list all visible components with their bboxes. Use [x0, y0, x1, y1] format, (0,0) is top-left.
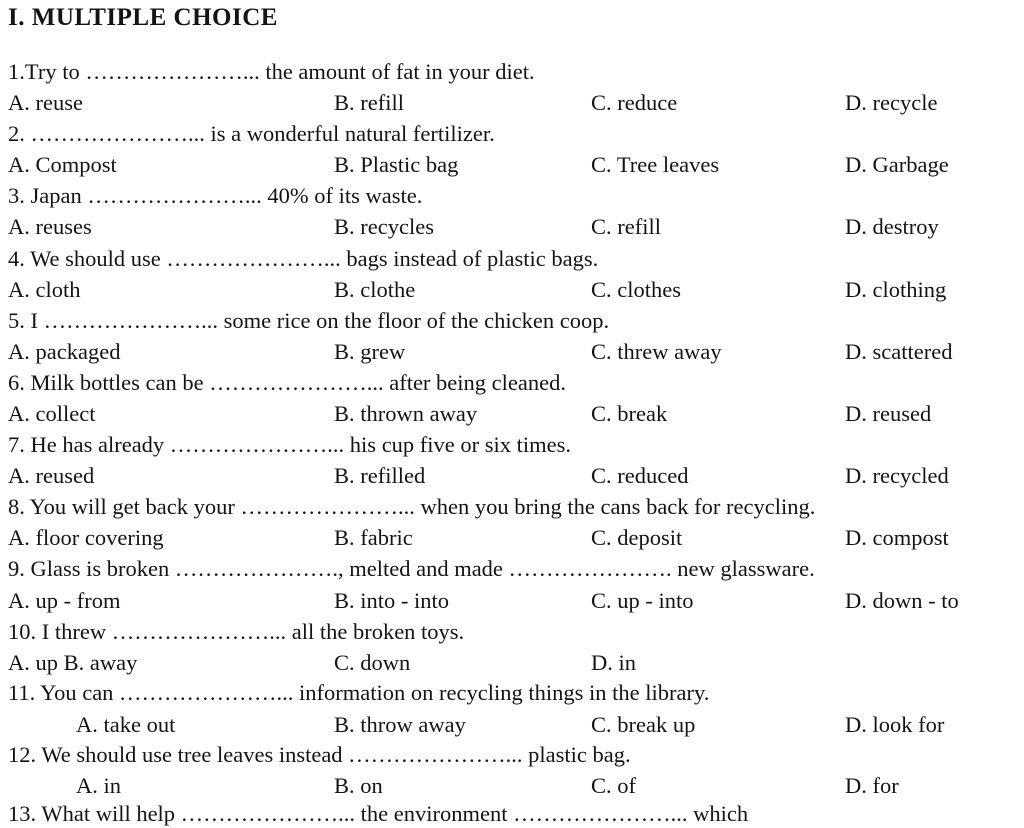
- q4-option-d: D. clothing: [845, 277, 947, 302]
- question-1: 1.Try to …………………... the amount of fat in your diet.: [8, 59, 535, 84]
- q9-option-d: D. down - to: [845, 588, 959, 613]
- q3-option-c: C. refill: [591, 214, 661, 239]
- q6-option-a: A. collect: [8, 401, 96, 426]
- q8-option-b: B. fabric: [334, 525, 413, 550]
- q12-option-a: A. in: [76, 773, 121, 798]
- q1-option-a: A. reuse: [8, 90, 83, 115]
- q8-option-c: C. deposit: [591, 525, 683, 550]
- q12-option-d: D. for: [845, 773, 899, 798]
- q6-option-d: D. reused: [845, 401, 932, 426]
- q7-option-a: A. reused: [8, 463, 95, 488]
- q12-option-b: B. on: [334, 773, 383, 798]
- q1-option-b: B. refill: [334, 90, 404, 115]
- question-10: 10. I threw …………………... all the broken toys.: [8, 619, 465, 644]
- q11-option-a: A. take out: [76, 712, 176, 737]
- q4-option-c: C. clothes: [591, 277, 681, 302]
- question-11: 11. You can …………………... information on recycling things in the library.: [8, 680, 710, 705]
- q2-option-a: A. Compost: [8, 152, 117, 177]
- question-6: 6. Milk bottles can be …………………... after being cleaned.: [8, 370, 566, 395]
- q9-option-a: A. up - from: [8, 588, 121, 613]
- q5-option-a: A. packaged: [8, 339, 121, 364]
- question-12: 12. We should use tree leaves instead …………………... plastic bag.: [8, 742, 631, 767]
- question-7: 7. He has already …………………... his cup five or six times.: [8, 432, 572, 457]
- q4-option-a: A. cloth: [8, 277, 81, 302]
- question-13-cutoff: 13. What will help …………………... the environment …………………... which: [8, 801, 749, 826]
- q6-option-b: B. thrown away: [334, 401, 478, 426]
- q6-option-c: C. break: [591, 401, 668, 426]
- q3-option-d: D. destroy: [845, 214, 939, 239]
- q11-option-d: D. look for: [845, 712, 945, 737]
- q8-option-d: D. compost: [845, 525, 949, 550]
- q4-option-b: B. clothe: [334, 277, 416, 302]
- question-3: 3. Japan …………………... 40% of its waste.: [8, 183, 423, 208]
- q7-option-b: B. refilled: [334, 463, 426, 488]
- question-8: 8. You will get back your …………………... when you bring the cans back for recycling.: [8, 494, 816, 519]
- section-heading: I. MULTIPLE CHOICE: [8, 4, 278, 31]
- question-4: 4. We should use …………………... bags instead of plastic bags.: [8, 246, 599, 271]
- q5-option-c: C. threw away: [591, 339, 722, 364]
- q2-option-d: D. Garbage: [845, 152, 949, 177]
- q10-option-c: C. down: [334, 650, 411, 675]
- q11-option-c: C. break up: [591, 712, 696, 737]
- q3-option-a: A. reuses: [8, 214, 92, 239]
- q2-option-c: C. Tree leaves: [591, 152, 720, 177]
- question-9: 9. Glass is broken …………………., melted and made …………………. new glassware.: [8, 556, 815, 581]
- q7-option-c: C. reduced: [591, 463, 689, 488]
- q5-option-b: B. grew: [334, 339, 406, 364]
- question-5: 5. I …………………... some rice on the floor of the chicken coop.: [8, 308, 610, 333]
- q11-option-b: B. throw away: [334, 712, 466, 737]
- q3-option-b: B. recycles: [334, 214, 434, 239]
- q12-option-c: C. of: [591, 773, 636, 798]
- q7-option-d: D. recycled: [845, 463, 949, 488]
- q10-option-a-b: A. up B. away: [8, 650, 138, 675]
- q2-option-b: B. Plastic bag: [334, 152, 459, 177]
- q9-option-b: B. into - into: [334, 588, 450, 613]
- q8-option-a: A. floor covering: [8, 525, 164, 550]
- q1-option-c: C. reduce: [591, 90, 678, 115]
- q10-option-d: D. in: [591, 650, 636, 675]
- q1-option-d: D. recycle: [845, 90, 938, 115]
- question-2: 2. …………………... is a wonderful natural fertilizer.: [8, 121, 495, 146]
- q9-option-c: C. up - into: [591, 588, 694, 613]
- q5-option-d: D. scattered: [845, 339, 953, 364]
